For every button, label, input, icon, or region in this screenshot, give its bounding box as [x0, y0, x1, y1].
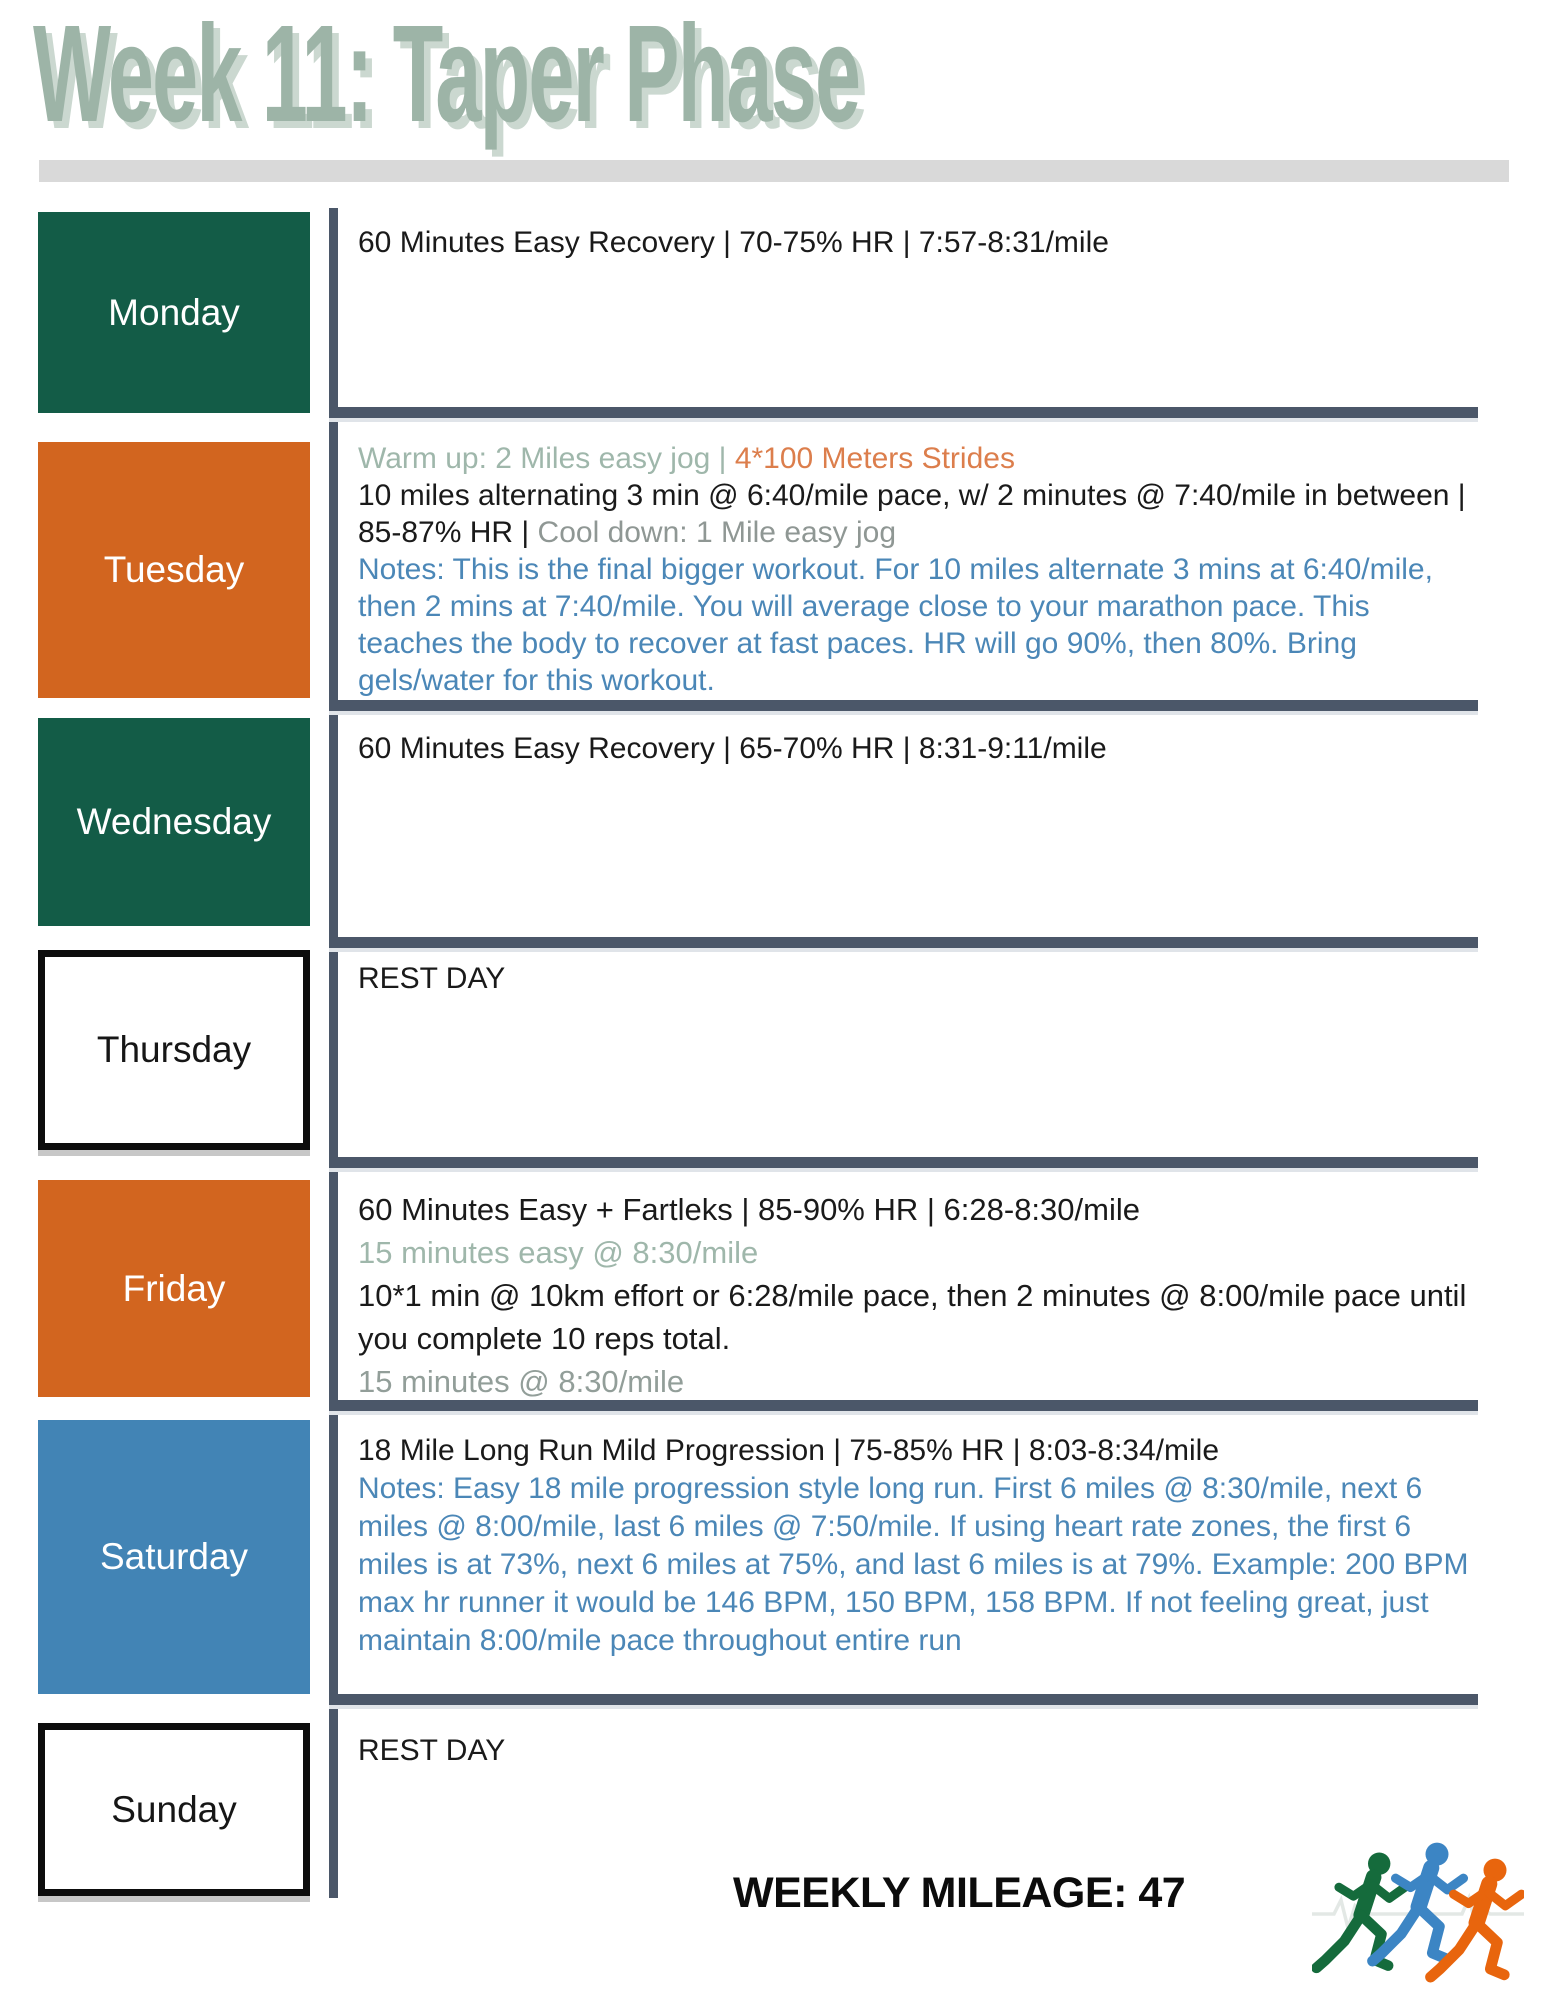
title-underline-bar — [39, 160, 1509, 182]
row-divider — [329, 1157, 1478, 1168]
workout-text-segment: Cool down: 1 Mile easy jog — [537, 516, 897, 549]
day-box-wednesday — [38, 718, 310, 926]
day-box-saturday — [38, 1420, 310, 1694]
workout-text-segment: 10*1 min @ 10km effort or 6:28/mile pace, then 2 minutes @ 8:00/mile pace until you complete 10 reps total. — [358, 1278, 1467, 1356]
workout-text-segment: REST DAY — [358, 962, 506, 995]
workout-cell-thursday — [358, 960, 1478, 998]
day-label-monday: Monday — [108, 291, 240, 333]
workout-text-segment: REST DAY — [358, 1734, 506, 1767]
workout-line — [358, 730, 1478, 768]
workout-text-segment: 10 miles alternating 3 min @ 6:40/mile pace, w/ 2 minutes @ 7:40/mile in between | 85-87% HR | — [358, 479, 1466, 549]
day-box-monday — [38, 212, 310, 413]
day-label-wednesday: Wednesday — [76, 801, 272, 842]
workout-text-segment: 18 Mile Long Run Mild Progression | 75-85% HR | 8:03-8:34/mile — [358, 1434, 1220, 1467]
day-label-sunday: Sunday — [111, 1788, 237, 1830]
workout-text-segment: 60 Minutes Easy Recovery | 70-75% HR | 7:57-8:31/mile — [358, 226, 1109, 259]
workout-text-segment: 4*100 Meters Strides — [734, 442, 1015, 475]
workout-text-segment: 15 minutes easy @ 8:30/mile — [358, 1235, 759, 1270]
workout-text-segment: 60 Minutes Easy + Fartleks | 85-90% HR | 6:28-8:30/mile — [358, 1192, 1140, 1227]
row-divider — [329, 700, 1478, 711]
workout-text-segment: 15 minutes @ 8:30/mile — [358, 1364, 685, 1399]
workout-line — [358, 224, 1478, 262]
workout-text-segment: Notes: This is the final bigger workout. For 10 miles alternate 3 mins at 6:40/mile, then 2 mins at 7:40/mile. You will average close to your marathon pace. This teaches the body to recover at fast paces. HR will go 90%, then 80%. Bring gels/water for this workout. — [358, 553, 1433, 697]
day-label-tuesday: Tuesday — [103, 549, 245, 590]
workout-cell-tuesday — [358, 440, 1478, 699]
workout-line — [358, 1360, 1478, 1403]
day-box-thursday — [38, 950, 310, 1150]
workout-cell-saturday — [358, 1432, 1478, 1660]
row-divider — [329, 1694, 1478, 1705]
workout-text-segment: Notes: Easy 18 mile progression style long run. First 6 miles @ 8:30/mile, next 6 miles @ 8:00/mile, last 6 miles @ 7:50/mile. If using heart rate zones, the first 6 miles is at 73%, next 6 miles at 75%, and last 6 miles is at 79%. Example: 200 BPM max hr runner it would be 146 BPM, 150 BPM, 158 BPM. If not feeling great, just maintain 8:00/mile pace throughout entire run — [358, 1472, 1469, 1657]
workout-text-segment: 60 Minutes Easy Recovery | 65-70% HR | 8:31-9:11/mile — [358, 732, 1107, 765]
day-box-tuesday — [38, 442, 310, 698]
workout-line — [358, 1732, 1478, 1770]
weekly-mileage-label: WEEKLY MILEAGE: 47 — [733, 1869, 1186, 1917]
workout-cell-friday — [358, 1188, 1478, 1403]
day-label-friday: Friday — [122, 1267, 226, 1309]
workout-text-segment: Warm up: 2 Miles easy jog | — [358, 442, 735, 475]
workout-line — [358, 1231, 1478, 1274]
workout-line — [358, 1188, 1478, 1231]
workout-line — [358, 440, 1478, 477]
day-label-thursday: Thursday — [96, 1029, 252, 1070]
workout-cell-monday — [358, 224, 1478, 262]
workout-cell-sunday — [358, 1732, 1478, 1770]
row-divider — [329, 407, 1478, 418]
workout-line — [358, 1432, 1478, 1470]
workout-notes — [358, 1470, 1478, 1660]
page-title: Week 11: Taper Phase — [33, 0, 860, 151]
workout-line — [358, 477, 1478, 551]
row-divider — [329, 937, 1478, 948]
vertical-divider — [329, 208, 338, 1898]
workout-line — [358, 960, 1478, 998]
day-box-sunday — [38, 1723, 310, 1896]
runner-orange-icon — [1431, 1859, 1522, 1977]
workout-notes — [358, 551, 1478, 699]
day-box-friday — [38, 1180, 310, 1397]
workout-cell-wednesday — [358, 730, 1478, 768]
workout-line — [358, 1274, 1478, 1360]
three-runners-icon — [1312, 1836, 1524, 1994]
day-label-saturday: Saturday — [99, 1536, 249, 1577]
